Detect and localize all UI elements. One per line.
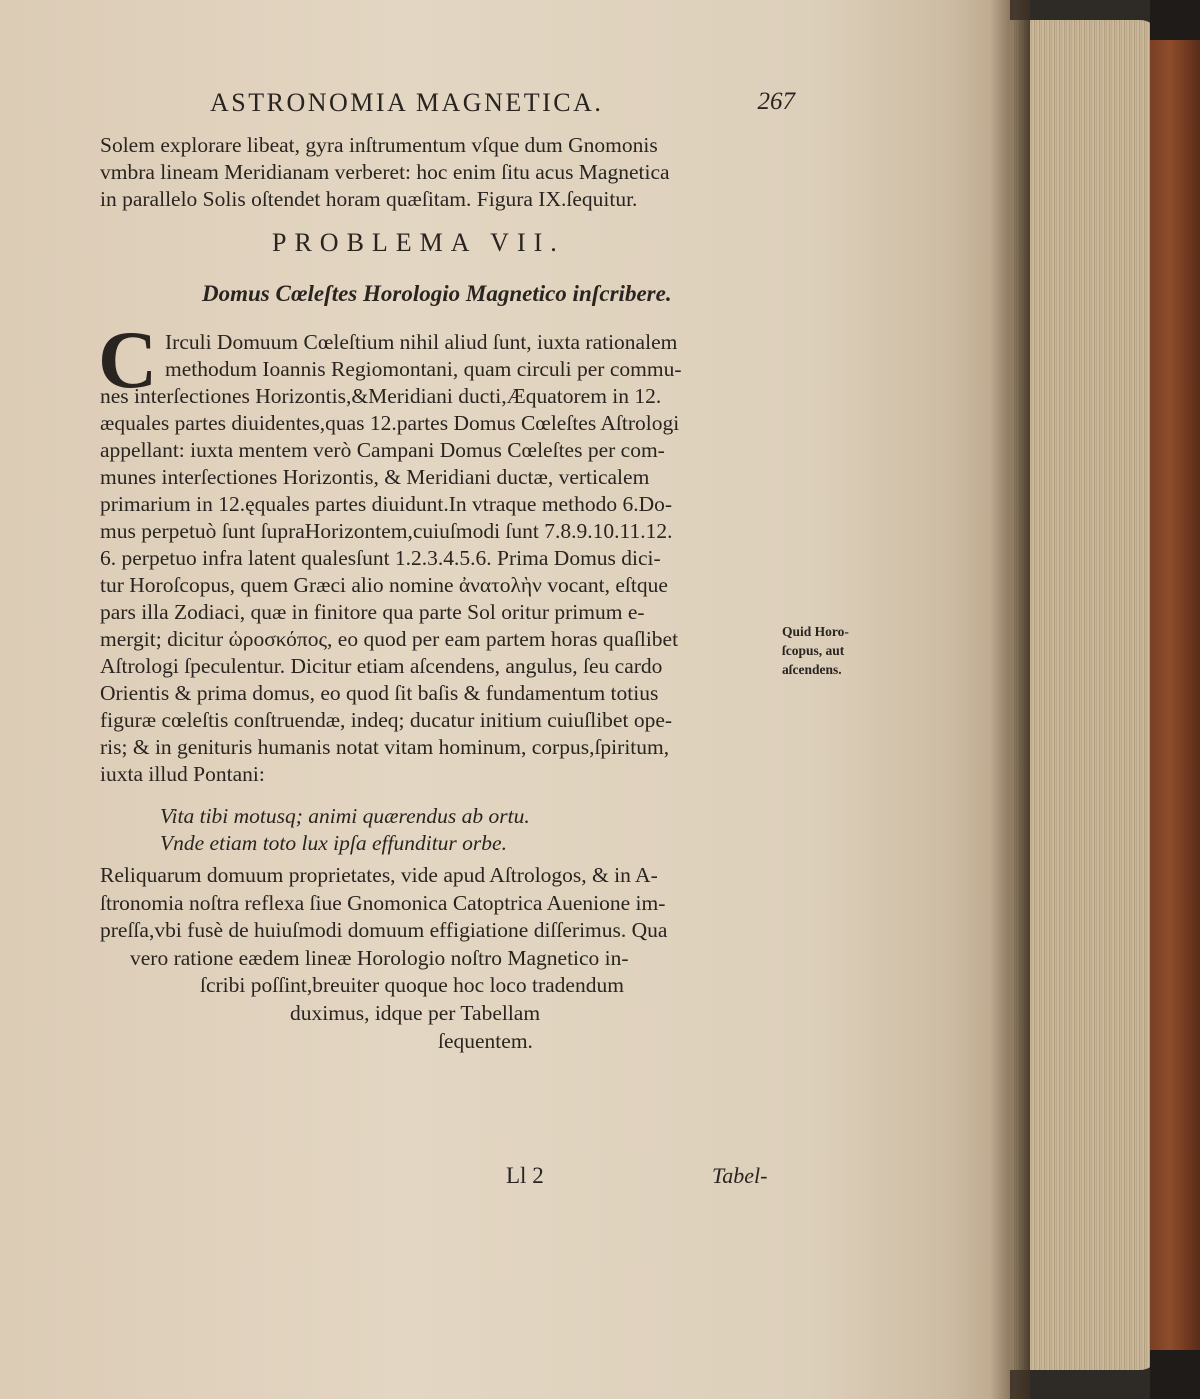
intro-line: Solem explorare libeat, gyra inſtrumentum vſque dum Gnomonis bbox=[100, 133, 658, 157]
body-line: Orientis & prima domus, eo quod ſit baſis & fundamentum totius bbox=[100, 681, 659, 705]
verse-line: Vita tibi motusq; animi quærendus ab ortu. bbox=[160, 804, 530, 828]
running-head bbox=[210, 88, 795, 122]
closing-line: ſcribi poſſint,breuiter quoque hoc loco tradendum bbox=[200, 973, 624, 997]
body-line: primarium in 12.ęquales partes diuidunt.In vtraque methodo 6.Do- bbox=[100, 492, 673, 516]
body-line: figuræ cœleſtis conſtruendæ, indeq; ducatur initium cuiuſlibet ope- bbox=[100, 708, 673, 732]
closing-line: preſſa,vbi fusè de huiuſmodi domuum effigiatione diſſerimus. Qua bbox=[100, 918, 668, 942]
drop-initial: C bbox=[98, 314, 158, 405]
problem-subtitle: Domus Cœleſtes Horologio Magnetico inſcribere. bbox=[202, 281, 672, 306]
margin-note-line: ſcopus, aut bbox=[782, 643, 845, 658]
body-line: tur Horoſcopus, quem Græci alio nomine ἀνατολὴν vocant, eſtque bbox=[100, 573, 668, 597]
margin-note-line: aſcendens. bbox=[782, 662, 842, 677]
binding-shadow-top bbox=[1150, 0, 1200, 40]
body-line: methodum Ioannis Regiomontani, quam circuli per commu- bbox=[165, 357, 682, 381]
intro-line: in parallelo Solis oſtendet horam quæſitam. Figura IX.ſequitur. bbox=[100, 187, 638, 211]
page-number: 267 bbox=[757, 88, 795, 115]
body-line: 6. perpetuo infra latent qualesſunt 1.2.3.4.5.6. Prima Domus dici- bbox=[100, 546, 661, 570]
closing-line: vero ratione eædem lineæ Horologio noſtro Magnetico in- bbox=[130, 946, 629, 970]
intro-line: vmbra lineam Meridianam verberet: hoc enim ſitu acus Magnetica bbox=[100, 160, 670, 184]
book-binding bbox=[1150, 40, 1200, 1350]
page-gutter-shadow bbox=[990, 0, 1030, 1399]
book-fore-edge bbox=[1010, 20, 1160, 1370]
signature-mark: Ll 2 bbox=[506, 1163, 544, 1188]
closing-line: ſequentem. bbox=[438, 1029, 533, 1053]
verse-line: Vnde etiam toto lux ipſa effunditur orbe. bbox=[160, 831, 507, 855]
running-head-title: ASTRONOMIA MAGNETICA. bbox=[210, 88, 604, 117]
body-line: ris; & in genituris humanis notat vitam hominum, corpus,ſpiritum, bbox=[100, 735, 670, 759]
body-line: appellant: iuxta mentem verò Campani Domus Cœleſtes per com- bbox=[100, 438, 665, 462]
body-line: mus perpetuò ſunt ſupraHorizontem,cuiuſmodi ſunt 7.8.9.10.11.12. bbox=[100, 519, 673, 543]
body-line: mergit; dicitur ὡροσκόπος, eo quod per eam partem horas quaſlibet bbox=[100, 627, 679, 651]
margin-note-line: Quid Horo- bbox=[782, 624, 849, 639]
binding-shadow-bottom bbox=[1150, 1350, 1200, 1399]
closing-line: duximus, idque per Tabellam bbox=[290, 1001, 541, 1025]
body-line: nes interſectiones Horizontis,&Meridiani ducti,Æquatorem in 12. bbox=[100, 384, 662, 408]
body-line: pars illa Zodiaci, quæ in finitore qua parte Sol oritur primum e- bbox=[100, 600, 645, 624]
margin-note bbox=[782, 622, 849, 679]
closing-line: ſtronomia noſtra reflexa ſiue Gnomonica Catoptrica Auenione im- bbox=[100, 891, 666, 915]
body-line: æquales partes diuidentes,quas 12.partes Domus Cœleſtes Aſtrologi bbox=[100, 411, 680, 435]
body-line: Irculi Domuum Cœleſtium nihil aliud ſunt, iuxta rationalem bbox=[165, 330, 678, 354]
problem-heading: PROBLEMA VII. bbox=[272, 228, 565, 257]
catchword: Tabel- bbox=[712, 1163, 768, 1188]
body-line: munes interſectiones Horizontis, & Meridiani ductæ, verticalem bbox=[100, 465, 650, 489]
body-line: Aſtrologi ſpeculentur. Dicitur etiam aſcendens, angulus, ſeu cardo bbox=[100, 654, 663, 678]
body-line: iuxta illud Pontani: bbox=[100, 762, 265, 786]
closing-line: Reliquarum domuum proprietates, vide apud Aſtrologos, & in A- bbox=[100, 863, 658, 887]
